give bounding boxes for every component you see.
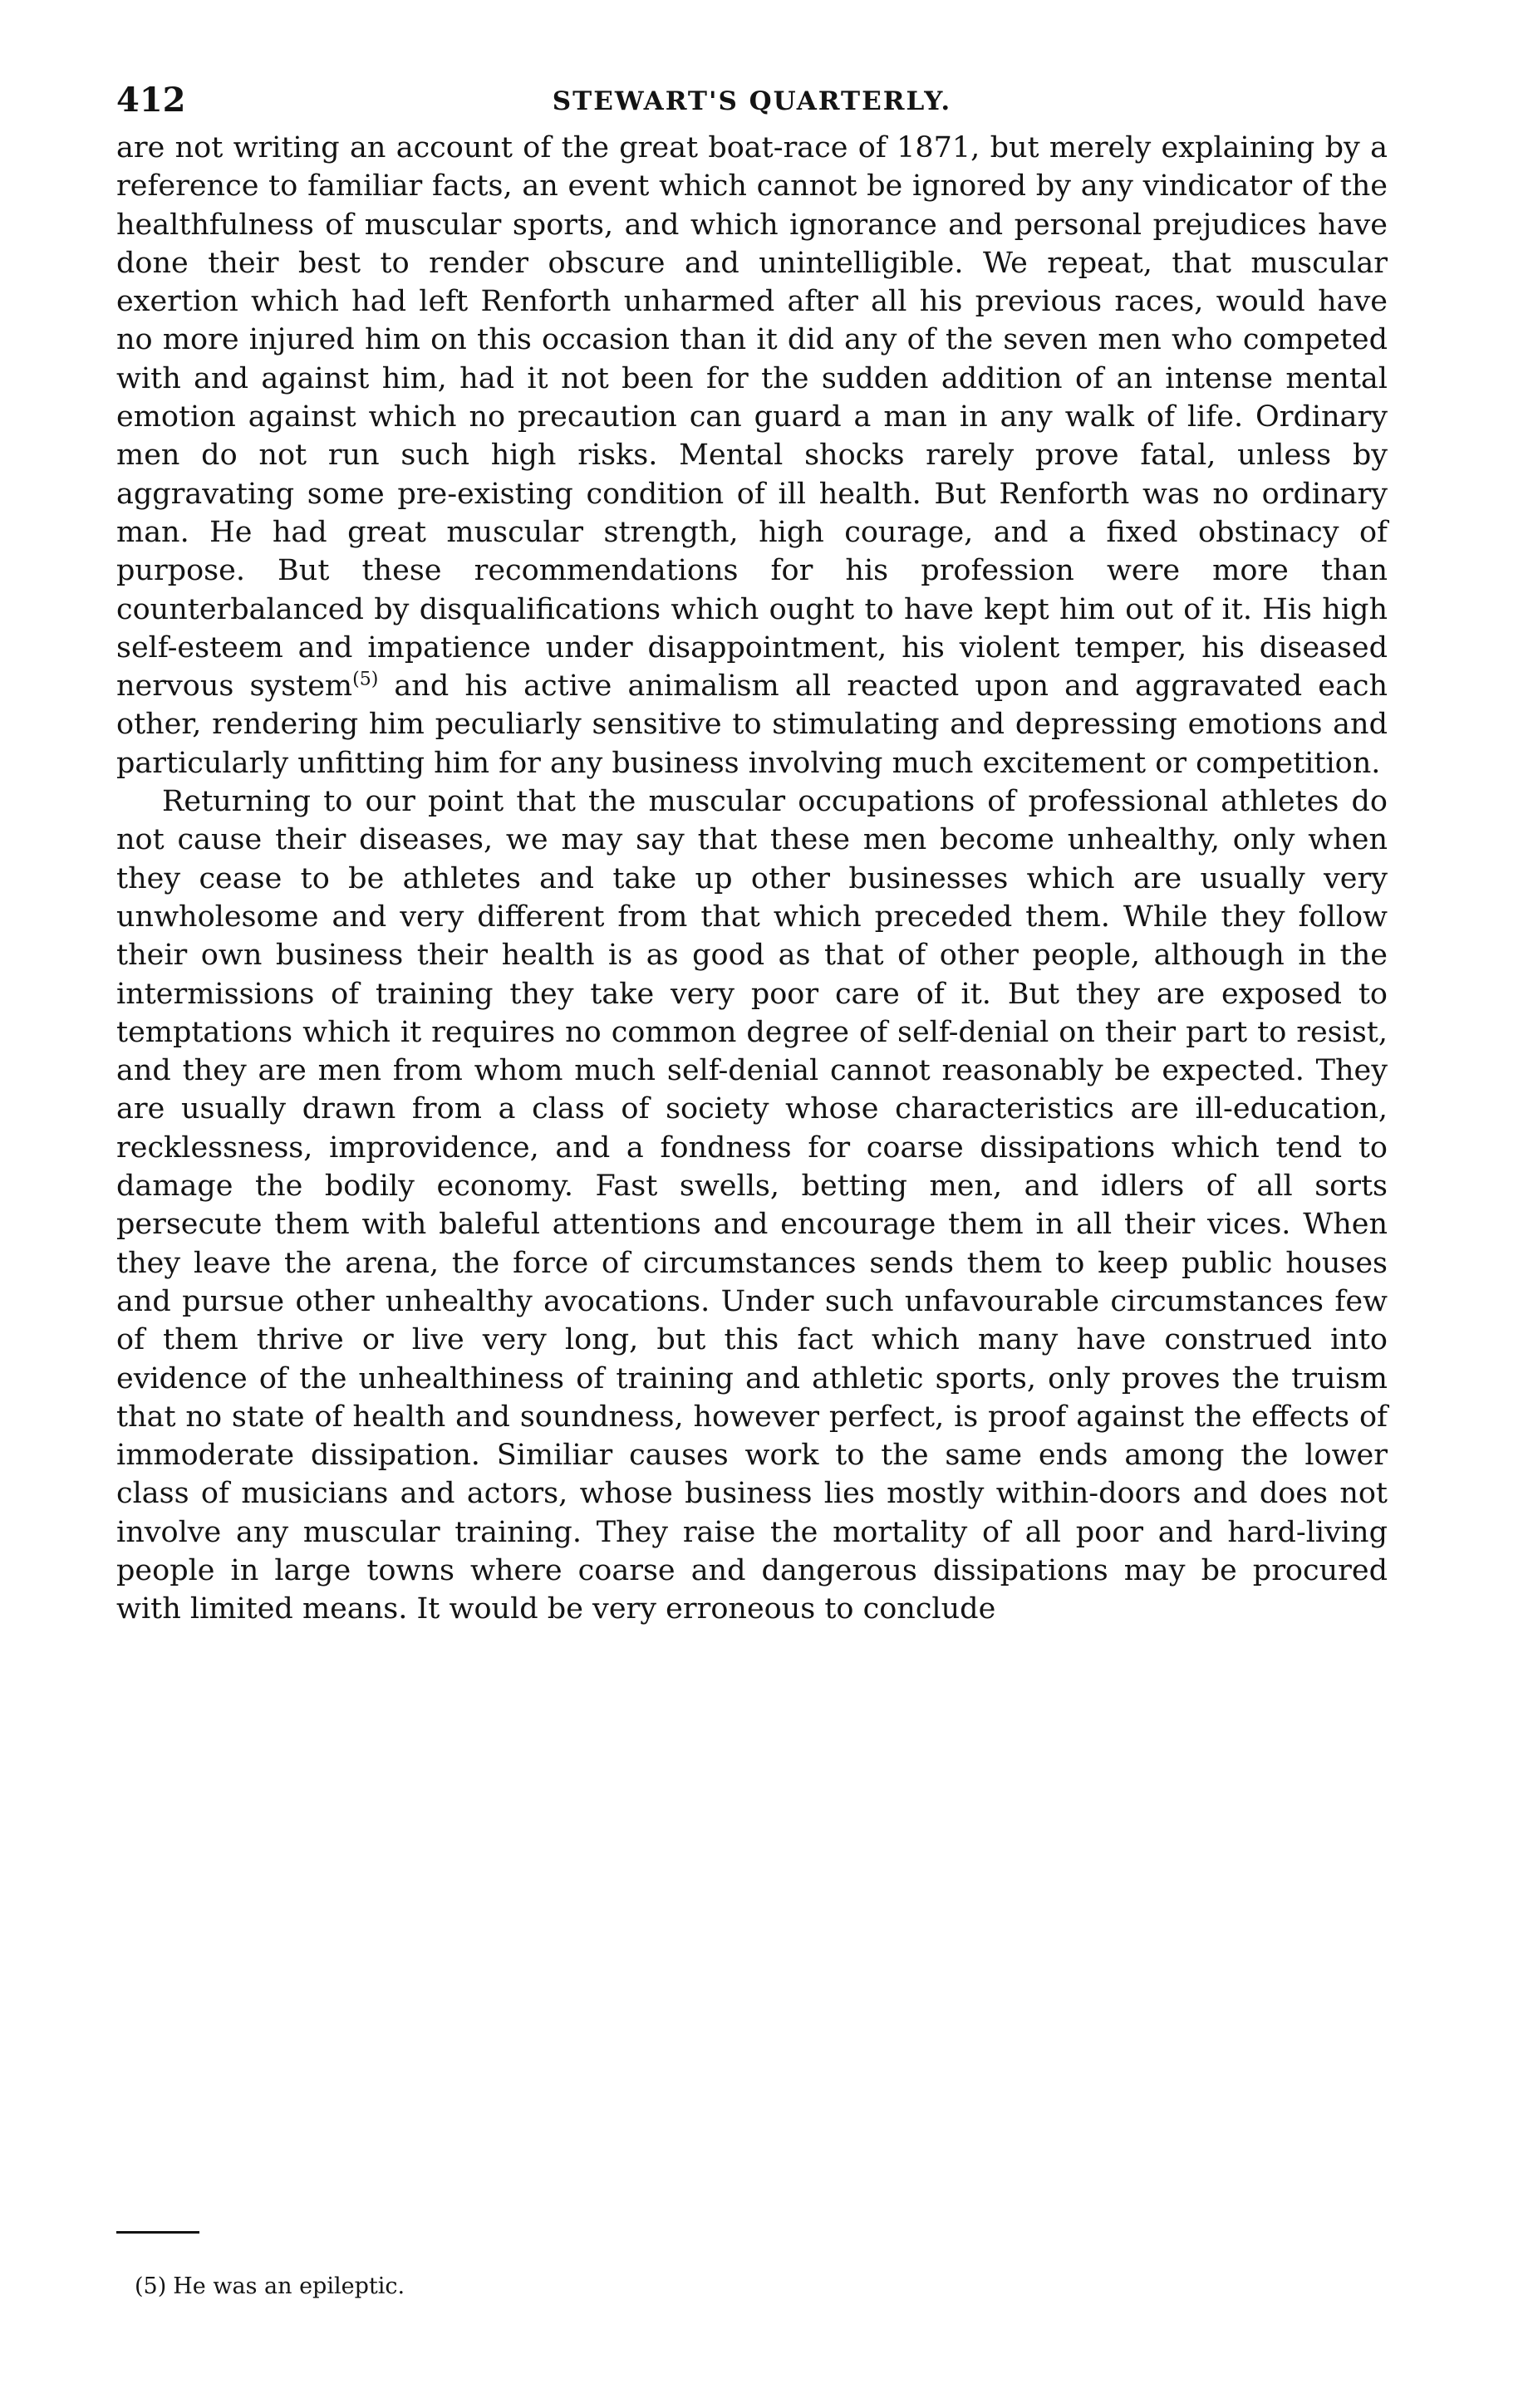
paragraph-1 bbox=[116, 129, 1388, 782]
running-title: STEWART'S QUARTERLY. bbox=[552, 86, 952, 116]
running-head bbox=[116, 79, 1388, 129]
footnote-5 bbox=[135, 2272, 405, 2302]
footnote-rule bbox=[116, 2231, 199, 2234]
paragraph-1-text-b: and his active animalism all reacted upon and aggravated each other, rendering him peculiarly sensitive to stimulating and depressing emotions and particularly unfitting him for any business involving much excitement or competition. bbox=[116, 669, 1388, 780]
footnote-reference-5: (5) bbox=[352, 669, 379, 690]
body-text bbox=[116, 129, 1388, 1629]
page-number: 412 bbox=[116, 81, 186, 120]
footnote-text: He was an epileptic. bbox=[173, 2273, 405, 2299]
document-page bbox=[116, 79, 1388, 1629]
paragraph-2: Returning to our point that the muscular occupations of professional athletes do not cause their diseases, we may say that these men become unhealthy, only when they cease to be athletes and take up other businesses which are usually very unwholesome and very different from that which preceded them. While they follow their own business their health is as good as that of other people, although in the intermissions of training they take very poor care of it. But they are exposed to temptations which it requires no common degree of self-denial on their part to resist, and they are men from whom much self-denial cannot reasonably be expected. They are usually drawn from a class of society whose characteristics are ill-education, recklessness, improvidence, and a fondness for coarse dissipations which tend to damage the bodily economy. Fast swells, betting men, and idlers of all sorts persecute them with baleful attentions and encourage them in all their vices. When they leave the arena, the force of circumstances sends them to keep public houses and pursue other unhealthy avocations. Under such unfavourable circumstances few of them thrive or live very long, but this fact which many have construed into evidence of the unhealthiness of training and athletic sports, only proves the truism that no state of health and soundness, however perfect, is proof against the effects of immoderate dissipation. Similiar causes work to the same ends among the lower class of musicians and actors, whose business lies mostly within-doors and does not involve any muscular training. They raise the mortality of all poor and hard-living people in large towns where coarse and dangerous dissipations may be procured with limited means. It would be very erroneous to conclude bbox=[116, 785, 1388, 1626]
paragraph-1-text-a: are not writing an account of the great boat-race of 1871, but merely explaining by a reference to familiar facts, an event which cannot be ignored by any vindicator of the healthfulness of muscular sports, and which ignorance and personal prejudices have done their best to render obscure and unintelligible. We repeat, that muscular exertion which had left Renforth unharmed after all his previous races, would have no more injured him on this occasion than it did any of the seven men who competed with and against him, had it not been for the sudden addition of an intense mental emotion against which no precaution can guard a man in any walk of life. Ordinary men do not run such high risks. Mental shocks rarely prove fatal, unless by aggravating some pre-existing condition of ill health. But Renforth was no ordinary man. He had great muscular strength, high courage, and a fixed obstinacy of purpose. But these recommendations for his profession were more than counterbalanced by disqualifications which ought to have kept him out of it. His high self-esteem and impatience under disappointment, his violent temper, his diseased nervous system bbox=[116, 131, 1388, 704]
footnote-marker: (5) bbox=[135, 2273, 167, 2299]
